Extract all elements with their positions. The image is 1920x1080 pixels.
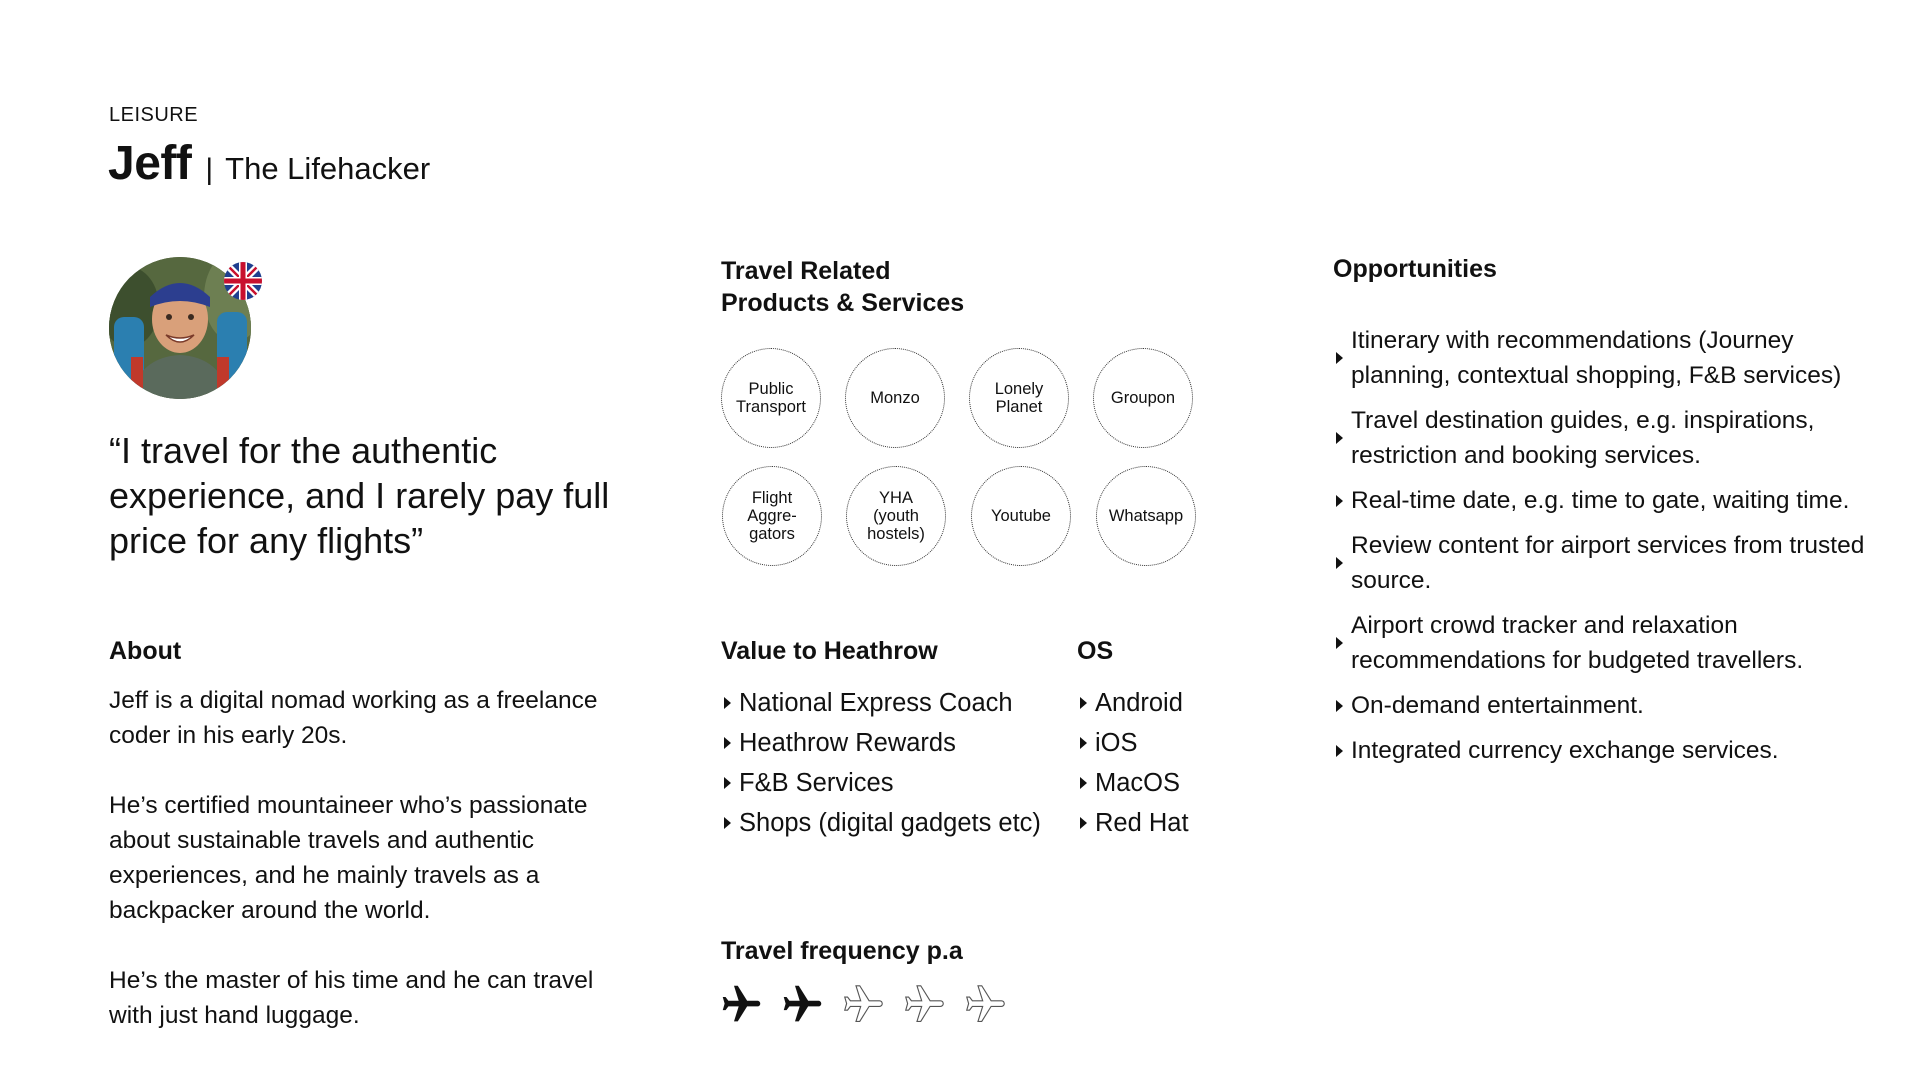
product-bubble: Lonely Planet — [969, 348, 1069, 448]
value-list-item: F&B Services — [721, 763, 1061, 803]
os-list-item: MacOS — [1077, 763, 1257, 803]
value-list-item: Shops (digital gadgets etc) — [721, 803, 1061, 843]
opportunity-item: On-demand entertainment. — [1333, 688, 1873, 723]
os-list-item: Red Hat — [1077, 803, 1257, 843]
product-bubble: YHA (youth hostels) — [846, 466, 946, 566]
frequency-rating — [719, 982, 1008, 1027]
opportunity-item: Review content for airport services from trusted source. — [1333, 528, 1873, 598]
about-text — [109, 683, 629, 1068]
persona-category: LEISURE — [109, 104, 199, 126]
os-list-item: Android — [1077, 683, 1257, 723]
persona-role: The Lifehacker — [225, 151, 431, 186]
opportunity-item: Real-time date, e.g. time to gate, waiting time. — [1333, 483, 1873, 518]
persona-name: Jeff — [108, 137, 192, 190]
about-paragraph: Jeff is a digital nomad working as a freelance coder in his early 20s. — [109, 687, 598, 749]
products-heading-line2: Products & Services — [721, 289, 965, 317]
opportunity-item: Airport crowd tracker and relaxation recommendations for budgeted travellers. — [1333, 608, 1873, 678]
airplane-outline-icon — [902, 982, 947, 1027]
airplane-outline-icon — [963, 982, 1008, 1027]
os-heading: OS — [1077, 637, 1114, 665]
opportunity-item: Travel destination guides, e.g. inspirations, restriction and booking services. — [1333, 403, 1873, 473]
about-paragraph: He’s certified mountaineer who’s passionate about sustainable travels and authentic experiences, and he mainly travels as a backpacker around the world. — [109, 792, 588, 924]
os-list — [1077, 683, 1257, 843]
product-bubble: Youtube — [971, 466, 1071, 566]
product-bubble: Flight Aggre- gators — [722, 466, 822, 566]
airplane-filled-icon — [719, 982, 764, 1027]
products-heading-line1: Travel Related — [721, 257, 891, 285]
opportunities-heading: Opportunities — [1333, 255, 1497, 283]
title-separator: | — [205, 153, 214, 186]
products-heading — [721, 255, 1051, 319]
airplane-outline-icon — [841, 982, 886, 1027]
about-heading: About — [109, 637, 182, 665]
product-bubble: Whatsapp — [1096, 466, 1196, 566]
persona-quote: “I travel for the authentic experience, and I rarely pay full price for any flights” — [109, 430, 610, 561]
value-list — [721, 683, 1061, 843]
product-bubble: Groupon — [1093, 348, 1193, 448]
product-bubble: Monzo — [845, 348, 945, 448]
airplane-filled-icon — [780, 982, 825, 1027]
persona-title — [108, 136, 430, 191]
product-bubble: Public Transport — [721, 348, 821, 448]
value-list-item: Heathrow Rewards — [721, 723, 1061, 763]
frequency-heading: Travel frequency p.a — [721, 937, 963, 965]
opportunity-item: Itinerary with recommendations (Journey planning, contextual shopping, F&B services) — [1333, 323, 1873, 393]
uk-flag-icon — [224, 262, 262, 300]
value-heading: Value to Heathrow — [721, 637, 938, 665]
opportunity-item: Integrated currency exchange services. — [1333, 733, 1873, 768]
about-paragraph: He’s the master of his time and he can travel with just hand luggage. — [109, 967, 594, 1029]
value-list-item: National Express Coach — [721, 683, 1061, 723]
os-list-item: iOS — [1077, 723, 1257, 763]
opportunities-list — [1333, 323, 1873, 778]
